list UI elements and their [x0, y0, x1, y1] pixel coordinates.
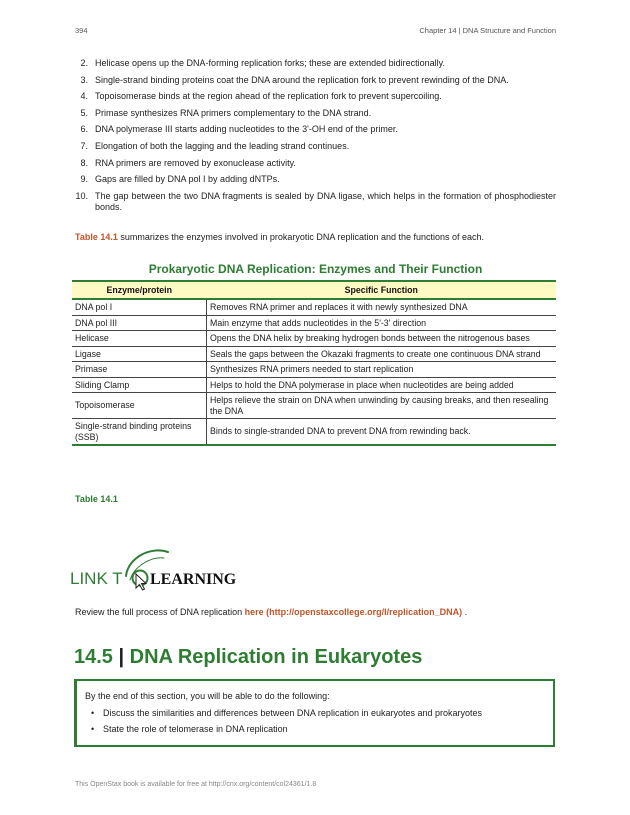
section-title: DNA Replication in Eukaryotes — [129, 646, 423, 668]
table-row — [72, 331, 556, 347]
replication-dna-link[interactable]: here (http://openstaxcollege.org/l/replication_DNA) — [244, 607, 463, 617]
list-item: • Discuss the similarities and differences between DNA replication in eukaryotes and prokaryotes — [85, 708, 482, 719]
table-cell: Opens the DNA helix by breaking hydrogen bonds between the nitrogenous bases — [207, 331, 557, 347]
link-to-learning-logo — [70, 544, 250, 594]
table-cell: Synthesizes RNA primers needed to start replication — [207, 362, 557, 378]
list-item: 4. Topoisomerase binds at the region ahead of the replication fork to prevent supercoiling. — [80, 91, 442, 102]
table-row — [72, 419, 556, 446]
table-row — [72, 393, 556, 419]
section-separator: | — [118, 646, 125, 668]
table-reference-link[interactable]: Table 14.1 — [75, 232, 118, 242]
list-item: 7. Elongation of both the lagging and the leading strand continues. — [80, 140, 350, 151]
table-cell: Primase — [72, 362, 207, 378]
table-label: Table 14.1 — [75, 494, 118, 504]
list-item: 6. DNA polymerase III starts adding nucleotides to the 3'-OH end of the primer. — [80, 124, 398, 135]
list-item: • State the role of telomerase in DNA replication — [85, 724, 482, 735]
table-cell: DNA pol I — [72, 299, 207, 315]
table-cell: Binds to single-stranded DNA to prevent DNA from rewinding back. — [207, 419, 557, 446]
list-item: 2. Helicase opens up the DNA-forming replication forks; these are extended bidirectionally. — [80, 58, 446, 68]
list-item: 5. Primase synthesizes RNA primers complementary to the DNA strand. — [80, 107, 372, 118]
table-header-row — [72, 281, 556, 299]
table-row — [72, 299, 556, 315]
table-intro-paragraph: Table 14.1 summarizes the enzymes involved in prokaryotic DNA replication and the functions of each. — [75, 232, 485, 242]
table-cell: Seals the gaps between the Okazaki fragments to create one continuous DNA strand — [207, 346, 557, 362]
running-header: Chapter 14 | DNA Structure and Function — [419, 26, 556, 35]
table-cell: Main enzyme that adds nucleotides in the 5'-3' direction — [207, 315, 557, 331]
list-item: 3. Single-strand binding proteins coat the DNA around the replication fork to prevent rewinding of the DNA. — [80, 74, 509, 85]
table-row — [72, 377, 556, 393]
section-number: 14.5 — [74, 646, 113, 668]
table-row — [72, 346, 556, 362]
objectives-list — [85, 708, 482, 740]
logo-text-right: LEARNING — [150, 571, 237, 588]
logo-text-left: LINK T — [70, 569, 123, 588]
table-cell: Topoisomerase — [72, 393, 207, 419]
section-heading — [74, 646, 422, 669]
table-row — [72, 315, 556, 331]
list-item: 8. RNA primers are removed by exonuclease activity. — [80, 157, 296, 168]
table-cell: Sliding Clamp — [72, 377, 207, 393]
enzymes-table — [72, 280, 556, 446]
column-header: Enzyme/protein — [72, 281, 207, 299]
table-cell: Helps to hold the DNA polymerase in place when nucleotides are being added — [207, 377, 557, 393]
learning-objectives-box — [74, 679, 555, 747]
list-item: 10. The gap between the two DNA fragments is sealed by DNA ligase, which helps in the formation of phosphodiester bonds. — [75, 190, 556, 212]
review-paragraph: Review the full process of DNA replication here (http://openstaxcollege.org/l/replication_DNA) . — [75, 607, 468, 617]
table-cell: Helicase — [72, 331, 207, 347]
replication-steps-list — [75, 58, 556, 218]
column-header: Specific Function — [207, 281, 557, 299]
objectives-lead: By the end of this section, you will be able to do the following: — [85, 691, 330, 701]
page-number: 394 — [75, 26, 88, 35]
table-cell: Single-strand binding proteins (SSB) — [72, 419, 207, 446]
table-row — [72, 362, 556, 378]
table-cell: Removes RNA primer and replaces it with newly synthesized DNA — [207, 299, 557, 315]
table-cell: Ligase — [72, 346, 207, 362]
table-caption: Prokaryotic DNA Replication: Enzymes and Their Function — [148, 262, 483, 276]
list-item: 9. Gaps are filled by DNA pol I by adding dNTPs. — [80, 174, 280, 185]
table-cell: DNA pol III — [72, 315, 207, 331]
page-footer: This OpenStax book is available for free at http://cnx.org/content/col24361/1.8 — [75, 781, 317, 788]
cursor-arrow-icon — [136, 574, 146, 590]
table-cell: Helps relieve the strain on DNA when unwinding by causing breaks, and then resealing the DNA — [207, 393, 557, 419]
